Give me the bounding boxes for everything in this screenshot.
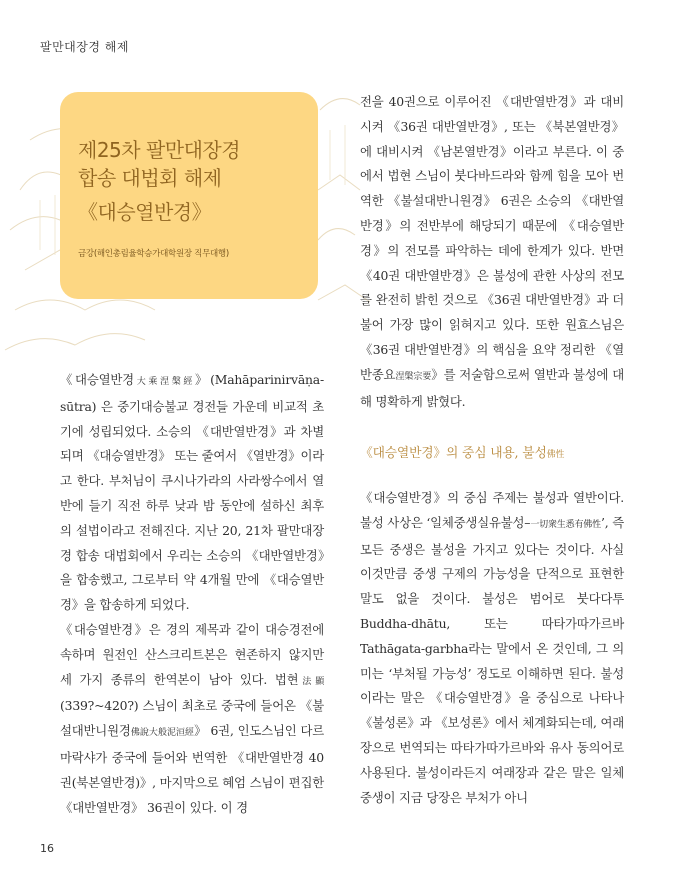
hanja-annotation: 一切衆生悉有佛性	[530, 519, 601, 530]
text-run: 》를 저술함으로써 열반과 불성에 대해 명확하게 밝혔다.	[360, 366, 624, 409]
hanja-annotation: 法顯	[298, 676, 324, 687]
hanja-annotation: 涅槃宗要	[395, 371, 432, 382]
hanja-annotation: 佛性	[546, 450, 565, 460]
text-run: ’, 즉 모든 중생은 불성을 가지고 있다는 것이다. 사실 이것만큼 중생 구제의 가능성을 단적으로 표현한 말도 없을 것이다. 불성은 범어로 붓다다투Buddha-dhātu, 또는 따타가따가르바 Tathāgata-garbha라는 말에서 온 것인데, 그 의미는 ‘부처될 가능성’ 정도로 이해하면 된다. 불성이라는 말은 《대승열반경》을 중심으로 나타나 《불성론》과 《보성론》에서 체계화되는데, 여래장으로 번역되는 따타가따가르바와 유사 동의어로 사용된다. 불성이라든지 여래장과 같은 말은 일체 중생이 지금 당장은 부처가 아니	[360, 514, 624, 805]
section-heading	[360, 442, 564, 461]
page-number: 16	[40, 842, 54, 855]
text-run: 전을 40권으로 이루어진 《대반열반경》과 대비시켜 《36권 대반열반경》, 또는 《북본열반경》에 대비시켜 《남본열반경》이라고 부른다. 이 중에서 법현 스님이 붓다바드라와 함께 힘을 모아 번역한 《불설대반니원경》 6권은 소승의 《대반열반경》의 전반부에 해당되기 때문에 《대승열반경》의 전모를 파악하는 데에 한계가 있다. 반면 《40권 대반열반경》은 불성에 관한 사상의 전모를 완전히 밝힌 것으로 《36권 대반열반경》과 더불어 가장 많이 읽혀지고 있다. 또한 원효스님은 《36권 대반열반경》의 핵심을 요약 정리한 《열반종요	[360, 94, 624, 382]
right-column-top	[360, 90, 624, 414]
text-run: 》 6권, 인도스님인 다르마락샤가 중국에 들어와 번역한 《대반열반경 40권(북본열반경)》, 마지막으로 혜엄 스님이 편집한 《대반열반경》 36권이 있다. 이 경	[60, 723, 325, 815]
text-run: 《대승열반경	[60, 372, 134, 387]
left-paragraph-2	[60, 618, 324, 820]
text-run: 《대승열반경》의 중심 주제는 불성과 열반이다. 불성 사상은 ‘일체중생실유불성–	[360, 490, 624, 530]
title-subtitle: 《대승열반경》	[78, 200, 212, 224]
hanja-annotation: 大乘涅槃經	[133, 377, 196, 387]
right-paragraph-1	[360, 90, 624, 414]
right-column-bottom	[360, 486, 624, 810]
title-box	[60, 92, 318, 299]
text-run: 》(Mahāparinirvāṇa-sūtra) 은 중기대승불교 경전들 가운데 비교적 초기에 성립되었다. 소승의 《대반열반경》과 차별되며 《대승열반경》 또는 줄여서 《열반경》이라고 한다. 부처님이 쿠시나가라의 사라쌍수에서 열반에 들기 직전 하루 낮과 밤 동안에 설하신 최후의 설법이라고 전해진다. 지난 20, 21차 팔만대장경 합송 대법회에서 우리는 소승의 《대반열반경》을 합송했고, 그로부터 약 4개월 만에 《대승열반경》을 합송하게 되었다.	[60, 372, 324, 613]
hanja-annotation: 佛說大般泥洹經	[130, 728, 195, 739]
left-column	[60, 368, 324, 820]
text-run: 《대승열반경》은 경의 제목과 같이 대승경전에 속하며 원전인 산스크리트본은 현존하지 않지만 세 가지 종류의 한역본이 남아 있다. 법현	[60, 621, 324, 687]
running-header: 팔만대장경 해제	[40, 40, 129, 54]
text-run: 《대승열반경》의 중심 내용, 불성	[360, 446, 547, 461]
text-run: (339?~420?) 스님이 최초로 중국에 들어온 《불설대반니원경	[60, 698, 324, 739]
right-paragraph-2	[360, 486, 624, 810]
title-line-2: 합송 대법회 해제	[78, 166, 222, 190]
left-paragraph-1	[60, 368, 324, 618]
title-line-1: 제25차 팔만대장경	[78, 138, 241, 162]
author-credit: 금강(해인총림율학승가대학원장 직무대행)	[78, 249, 229, 259]
